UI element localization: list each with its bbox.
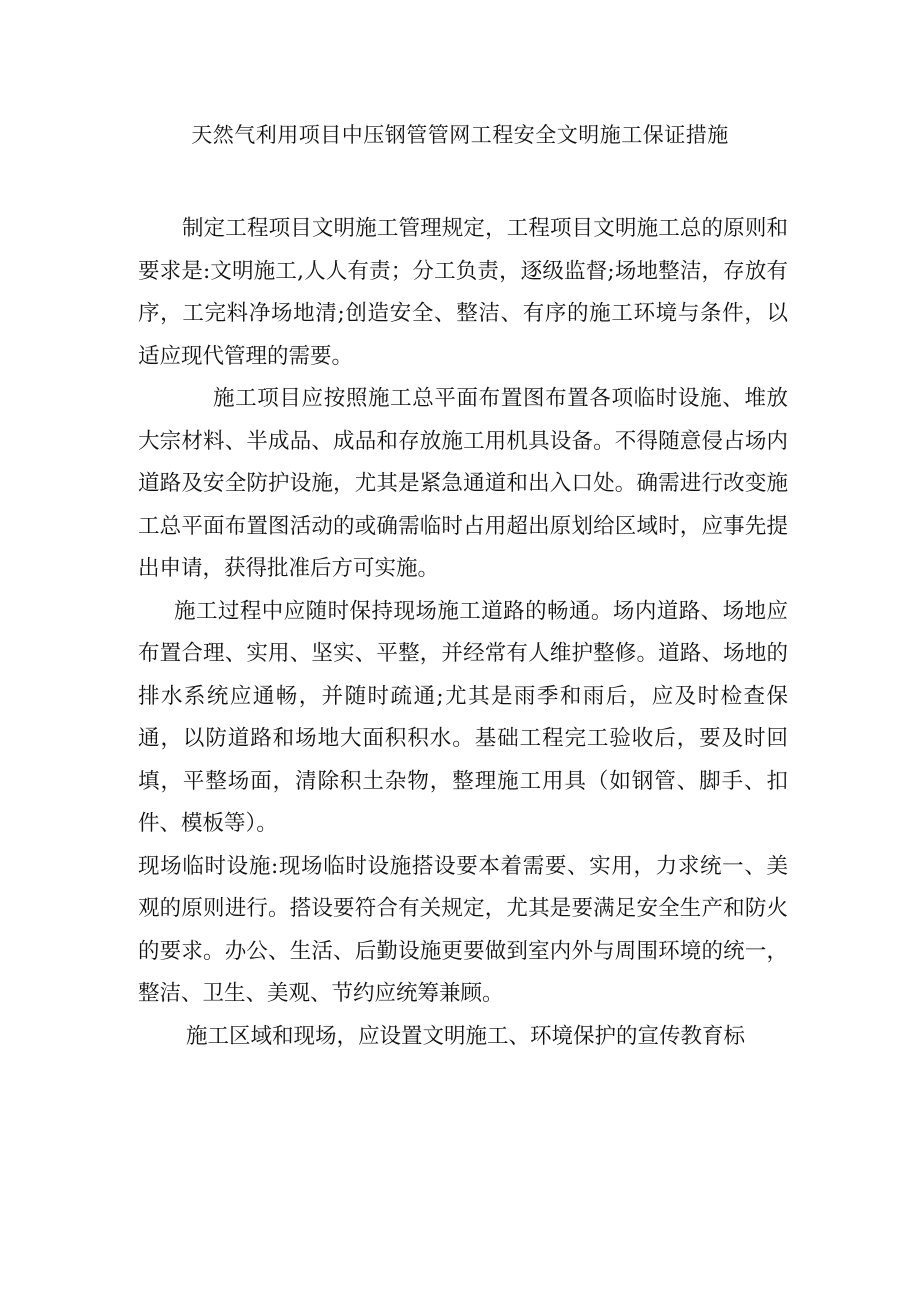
- paragraph-publicity-signs: 施工区域和现场，应设置文明施工、环境保护的宣传教育标: [186, 1023, 746, 1049]
- document-title: 天然气利用项目中压钢管管网工程安全文明施工保证措施: [191, 123, 729, 147]
- document-body: [138, 208, 788, 1058]
- paragraph-temporary-facilities: 现场临时设施:现场临时设施搭设要本着需要、实用，力求统一、美观的原则进行。搭设要符合有关规定，尤其是要满足安全生产和防火的要求。办公、生活、后勤设施更要做到室内外与周围环境的统一，整洁、卫生、美观、节约应统筹兼顾。: [138, 853, 788, 1006]
- paragraph-civilized-construction-rules: 制定工程项目文明施工管理规定，工程项目文明施工总的原则和要求是:文明施工,人人有责；分工负责，逐级监督;场地整洁，存放有序，工完料净场地清;创造安全、整洁、有序的施工环境与条件，以适应现代管理的需要。: [138, 216, 788, 369]
- paragraph-site-layout: 施工项目应按照施工总平面布置图布置各项临时设施、堆放大宗材料、半成品、成品和存放施工用机具设备。不得随意侵占场内道路及安全防护设施，尤其是紧急通道和出入口处。确需进行改变施工总平面布置图活动的或确需临时占用超出原划给区域时，应事先提出申请，获得批准后方可实施。: [138, 386, 788, 581]
- paragraph-site-roads: 施工过程中应随时保持现场施工道路的畅通。场内道路、场地应布置合理、实用、坚实、平整，并经常有人维护整修。道路、场地的排水系统应通畅，并随时疏通;尤其是雨季和雨后，应及时检查保通，以防道路和场地大面积积水。基础工程完工验收后，要及时回填，平整场面，清除积土杂物，整理施工用具（如钢管、脚手、扣件、模板等）。: [138, 598, 788, 836]
